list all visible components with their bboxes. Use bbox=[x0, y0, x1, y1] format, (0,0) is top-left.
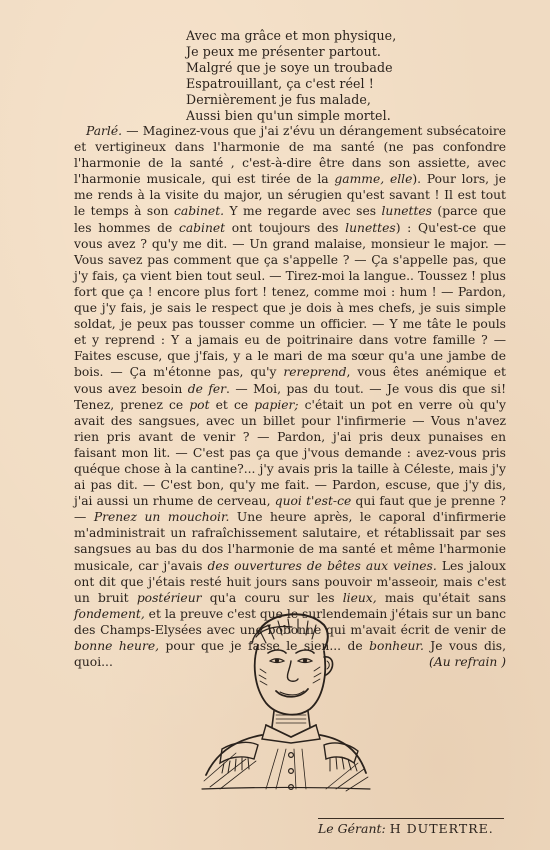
spoken-monologue bbox=[74, 123, 506, 670]
prose-text: qui faut que je prenne ? — bbox=[74, 494, 506, 525]
prose-text: et la preuve c'est que le surlendemain j'étais sur un banc des Champs-Elysées avec une bobonne qui m'avait écrit de venir de bbox=[74, 606, 506, 637]
prose-text: et ce bbox=[209, 397, 255, 412]
verse-line: Aussi bien qu'un simple mortel. bbox=[186, 108, 391, 123]
prose-text: ) : Qu'est-ce que vous avez ? qu'y me dit. — Un grand malaise, monsieur le major. — Vous savez pas comment que ça s'appelle ? — Ça s'appelle pas, que j'y fais, ça vient bien tout seul. — Tirez-moi la langue.. Toussez ! plus fort que ça ! encore plus fort ! tenez, comme moi : hum ! — Pardon, que j'y fais, je sais le respect que je dois à mes chefs, je suis simple soldat, je peux pas tousser comme un officier. — Y me tâte le pouls et y reprend : Y a jamais eu de poitrinaire dans votre famille ? — Faites escuse, que j'fais, y a le mari de ma sœur qu'a une jambe de bois. — Ça m'étonne pas, qu'y bbox=[74, 220, 506, 380]
prose-italic: cabinet bbox=[178, 220, 226, 235]
prose-text: — Maginez-vous que j'ai z'évu un dérangement subsécatoire et vertigineux dans l'harmonie de ma santé (ne pas confondre l'harmonie de la santé , c'est-à-dire être dans son assiette, avec l'harmonie musicale, qui est tirée de la bbox=[74, 124, 506, 187]
prose-text: Y me regarde avec ses bbox=[224, 204, 382, 219]
prose-italic: lunettes bbox=[381, 204, 432, 219]
prose-italic: lieux, bbox=[342, 590, 377, 605]
prose-italic: cabinet. bbox=[173, 204, 225, 219]
song-verse bbox=[186, 28, 396, 124]
prose-text: mais qu'était sans bbox=[376, 590, 507, 605]
parle-label: Parlé. bbox=[86, 124, 123, 138]
prose-italic: pot bbox=[189, 397, 210, 412]
prose-italic: de fer bbox=[187, 381, 227, 396]
prose-italic: bonheur. bbox=[369, 639, 424, 653]
prose-text: (parce que les hommes de bbox=[74, 204, 506, 235]
soldier-portrait-illustration bbox=[196, 603, 374, 793]
prose-text: . — Moi, pas du tout. — Je vous dis que si! Tenez, prenez ce bbox=[74, 381, 507, 412]
prose-italic: quoi t'est-ce bbox=[274, 494, 352, 509]
signature-label: Le Gérant: bbox=[318, 821, 386, 836]
prose-text: Les jaloux ont dit que j'étais resté huit jours sans pouvoir m'asseoir, mais c'est un bruit bbox=[74, 558, 506, 605]
signature-name: H DUTERTRE. bbox=[389, 821, 494, 836]
prose-italic: papier; bbox=[254, 397, 299, 412]
prose-text: , vous êtes anémique et vous avez besoin bbox=[74, 365, 506, 396]
prose-italic: fondement, bbox=[74, 606, 145, 621]
prose-text: pour que je fasse le sien... de bbox=[159, 639, 370, 653]
verse-line: Espatrouillant, ça c'est réel ! bbox=[186, 76, 374, 91]
prose-text: Je vous dis, quoi... bbox=[74, 639, 506, 670]
prose-text: qu'a couru sur les bbox=[201, 590, 343, 605]
prose-text: Une heure après, le caporal d'infirmerie m'administrait un rafraîchissement salutaire, et rétablissait par ses sangsues au bas du dos l'harmonie de ma santé et même l'harmonie musicale, car j'avais bbox=[74, 510, 506, 573]
verse-line: Malgré que je soye un troubade bbox=[186, 60, 393, 75]
verse-line: Je peux me présenter partout. bbox=[186, 44, 382, 59]
prose-italic: Prenez un mouchoir. bbox=[93, 510, 230, 525]
prose-italic: rereprend bbox=[283, 365, 347, 380]
prose-italic: postérieur bbox=[136, 590, 202, 605]
prose-italic: lunettes bbox=[345, 220, 396, 235]
verse-line: Dernièrement je fus malade, bbox=[186, 92, 372, 107]
refrain-note: (Au refrain ) bbox=[429, 655, 506, 670]
manager-signature bbox=[318, 818, 504, 836]
prose-text: ont toujours des bbox=[225, 220, 346, 235]
prose-italic: des ouvertures de bêtes aux veines. bbox=[207, 558, 437, 573]
prose-italic: bonne heure, bbox=[74, 639, 160, 653]
verse-line: Avec ma grâce et mon physique, bbox=[186, 28, 397, 43]
prose-italic: gamme, elle bbox=[334, 172, 413, 187]
prose-text: ). Pour lors, je me rends à la visite du major, un sérugien qu'est savant ! Il est tout le temps à son bbox=[74, 172, 506, 219]
prose-text: c'était un pot en verre où qu'y avait des sangsues, avec un billet pour l'infirmerie — Vous n'avez rien pris avant de venir ? — Pardon, j'ai pris deux punaises en faisant mon lit. — C'est pas ça que j'vous demande : avez-vous pris quéque chose à la cantine?... j'y avais pris la taille à Céleste, mais j'y ai pas dit. — C'est bon, qu'y me fait. — Pardon, escuse, que j'y dis, j'ai aussi un rhume de cerveau, bbox=[74, 397, 506, 509]
